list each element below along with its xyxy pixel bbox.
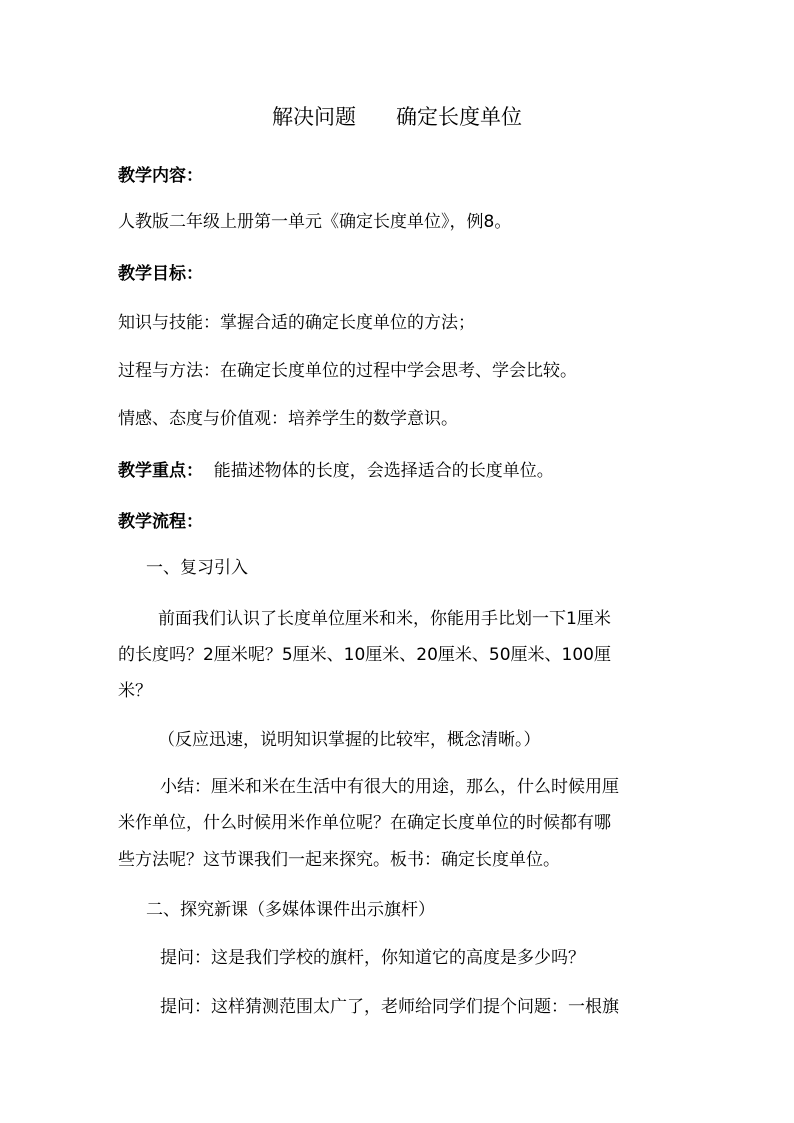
section-1-heading: 一、复习引入 [146,558,248,578]
question-1: 提问：这是我们学校的旗杆，你知道它的高度是多少吗？ [160,948,585,968]
goal-process-methods: 过程与方法：在确定长度单位的过程中学会思考、学会比较。 [118,361,577,381]
review-paragraph-line: 米？ [118,681,152,701]
review-note: （反应迅速，说明知识掌握的比较牢，概念清晰。） [158,730,541,750]
question-2: 提问：这样猜测范围太广了，老师给同学们提个问题：一根旗 [160,997,619,1017]
goal-emotion-attitude: 情感、态度与价值观：培养学生的数学意识。 [118,409,458,429]
teaching-goals-heading: 教学目标： [118,264,203,284]
key-point-text: 能描述物体的长度，会选择适合的长度单位。 [203,461,554,481]
teaching-process-heading: 教学流程： [118,512,203,532]
section-2-heading: 二、探究新课（多媒体课件出示旗杆） [146,900,435,920]
goal-knowledge-skills: 知识与技能：掌握合适的确定长度单位的方法； [118,313,475,333]
page-title: 解决问题 确定长度单位 [271,105,523,129]
summary-line: 些方法呢？这节课我们一起来探究。板书：确定长度单位。 [118,850,560,870]
teaching-content-heading: 教学内容： [118,166,203,186]
review-paragraph-line: 的长度吗？2厘米呢？5厘米、10厘米、20厘米、50厘米、100厘 [118,645,611,665]
summary-line: 米作单位，什么时候用米作单位呢？在确定长度单位的时候都有哪 [118,813,611,833]
summary-line: 小结：厘米和米在生活中有很大的用途，那么，什么时候用厘 [160,777,619,797]
review-paragraph-line: 前面我们认识了长度单位厘米和米，你能用手比划一下1厘米 [158,609,611,629]
key-point [118,461,554,481]
teaching-content-text: 人教版二年级上册第一单元《确定长度单位》，例8。 [118,212,512,232]
key-point-label: 教学重点： [118,461,203,481]
